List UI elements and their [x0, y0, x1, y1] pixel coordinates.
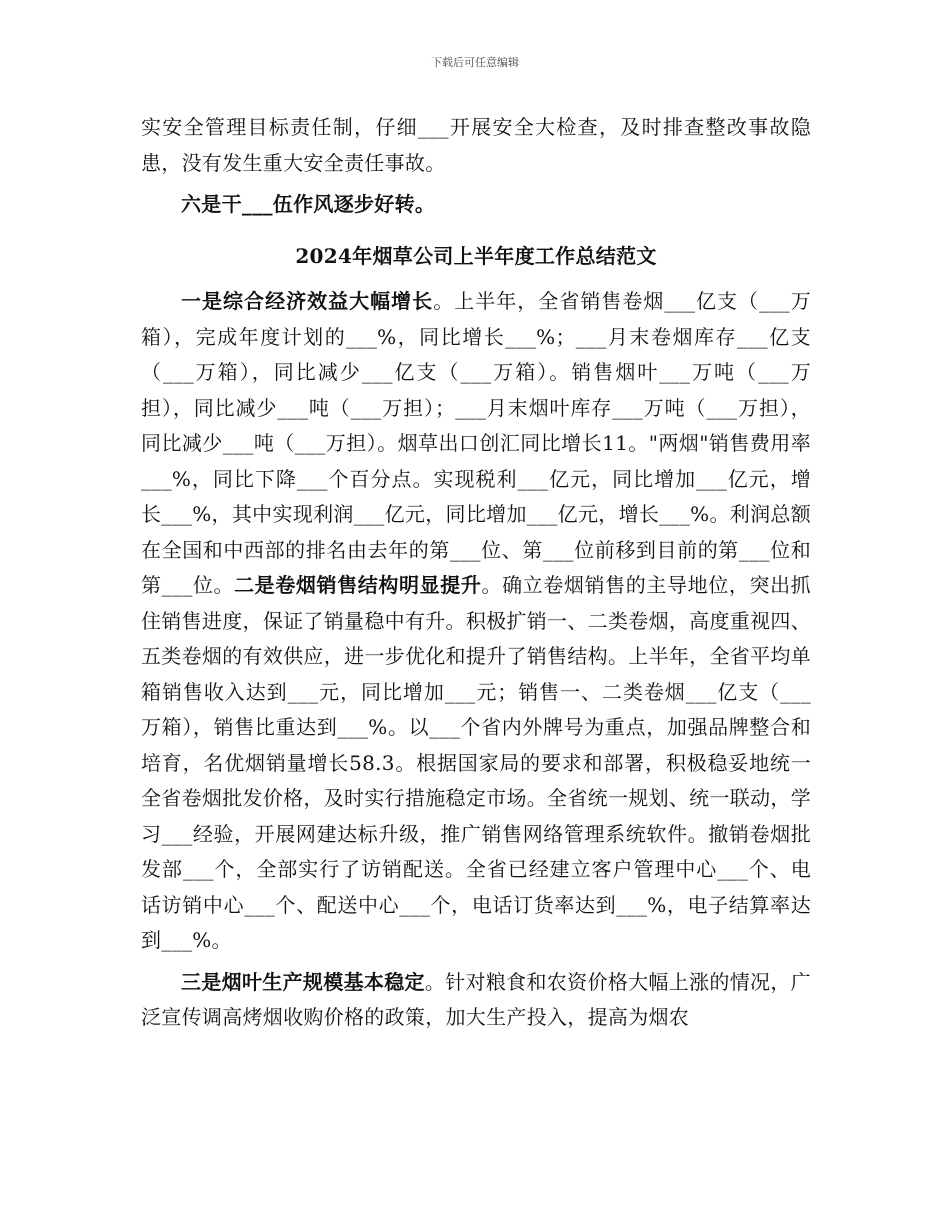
section-one-heading: 一是综合经济效益大幅增长 [181, 289, 434, 313]
section-one-paragraph [141, 284, 811, 959]
section-three-text: 。针对粮食和农资价格大幅上涨的情况，广泛宣传调高烤烟收购价格的政策，加大生产投入，提高为烟农 [141, 969, 811, 1029]
section-two-heading: 二是卷烟销售结构明显提升 [234, 573, 482, 597]
document-title: 2024年烟草公司上半年度工作总结范文 [295, 243, 657, 268]
document-body [141, 110, 811, 1036]
section-six-heading: 六是干___伍作风逐步好转。 [181, 192, 436, 216]
section-two-text: 。确立卷烟销售的主导地位，突出抓住销售进度，保证了销量稳中有升。积极扩销一、二类卷烟，高度重视四、五类卷烟的有效供应，进一步优化和提升了销售结构。上半年，全省平均单箱销售收入达到___元，同比增加___元；销售一、二类卷烟___亿支（___万箱），销售比重达到___%。以___个省内外牌号为重点，加强品牌整合和培育，名优烟销量增长58.3。根据国家局的要求和部署，积极稳妥地统一全省卷烟批发价格，及时实行措施稳定市场。全省统一规划、统一联动，学习___经验，开展网建达标升级，推广销售网络管理系统软件。撤销卷烟批发部___个，全部实行了访销配送。全省已经建立客户管理中心___个、电话访销中心___个、配送中心___个，电话订货率达到___%，电子结算率达到___%。 [141, 573, 811, 952]
page-header: 下载后可任意编辑 [431, 56, 519, 69]
section-three-paragraph [141, 965, 811, 1036]
section-one-text: 。上半年，全省销售卷烟___亿支（___万箱），完成年度计划的___%，同比增长___%；___月末卷烟库存___亿支（___万箱），同比减少___亿支（___万箱）。销售烟叶___万吨（___万担），同比减少___吨（___万担）；___月末烟叶库存___万吨（___万担），同比减少___吨（___万担）。烟草出口创汇同比增长11。"两烟"销售费用率___%，同比下降___个百分点。实现税利___亿元，同比增加___亿元，增长___%，其中实现利润___亿元，同比增加___亿元，增长___%。利润总额在全国和中西部的排名由去年的第___位、第___位前移到目前的第___位和第___位。 [141, 289, 811, 597]
section-three-heading: 三是烟叶生产规模基本稳定 [181, 969, 425, 994]
intro-paragraph: 实安全管理目标责任制，仔细___开展安全大检查，及时排查整改事故隐患，没有发生重大安全责任事故。 [141, 115, 811, 175]
